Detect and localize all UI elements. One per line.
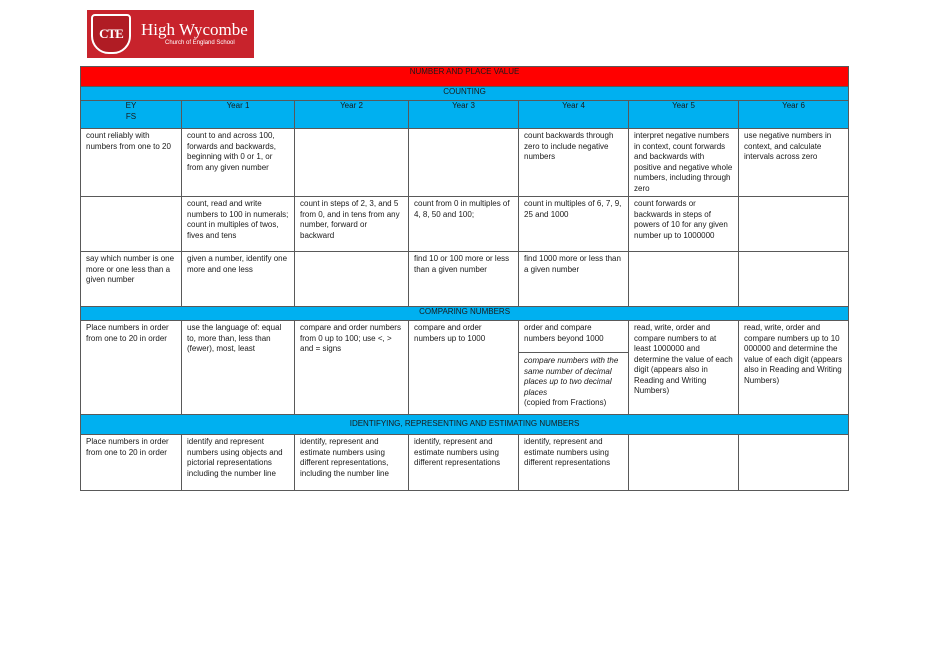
table-row — [81, 321, 849, 415]
cell: count forwards or backwards in steps of powers of 10 for any given number up to 1000000 — [629, 197, 739, 252]
cell: count, read and write numbers to 100 in numerals; count in multiples of twos, fives and tens — [182, 197, 295, 252]
column-header-year-1: Year 1 — [182, 101, 295, 129]
column-header-year-6: Year 6 — [739, 101, 849, 129]
cell: compare and order numbers up to 1000 — [409, 321, 519, 415]
table-row — [81, 197, 849, 252]
school-name: High Wycombe — [141, 20, 248, 39]
column-header-year-4: Year 4 — [519, 101, 629, 129]
cell: read, write, order and compare numbers up to 10 000000 and determine the value of each digit (appears also in Reading and Writing Numbers) — [739, 321, 849, 415]
cell: identify and represent numbers using objects and pictorial representations including the number line — [182, 435, 295, 491]
cell — [409, 129, 519, 197]
cell — [629, 252, 739, 307]
column-header-eyfs: EY FS — [81, 101, 182, 129]
decimal-places-text: compare numbers with the same number of decimal places up to two decimal places — [524, 356, 619, 397]
cell — [739, 252, 849, 307]
logo-text — [141, 21, 248, 47]
cell — [295, 252, 409, 307]
cell: identify, represent and estimate numbers using different representations — [409, 435, 519, 491]
cell: find 1000 more or less than a given number — [519, 252, 629, 307]
cell-year-4-extra — [519, 352, 628, 409]
cell: use the language of: equal to, more than, less than (fewer), most, least — [182, 321, 295, 415]
column-header-year-3: Year 3 — [409, 101, 519, 129]
cell: Place numbers in order from one to 20 in order — [81, 321, 182, 415]
column-header-year-5: Year 5 — [629, 101, 739, 129]
cell: count backwards through zero to include negative numbers — [519, 129, 629, 197]
section-counting-header: COUNTING — [81, 87, 849, 101]
cell-year-4-main: order and compare numbers beyond 1000 — [524, 323, 604, 343]
cell: count in steps of 2, 3, and 5 from 0, and in tens from any number, forward or backward — [295, 197, 409, 252]
cell: count to and across 100, forwards and backwards, beginning with 0 or 1, or from any given number — [182, 129, 295, 197]
cell: use negative numbers in context, and calculate intervals across zero — [739, 129, 849, 197]
table-title: NUMBER AND PLACE VALUE — [81, 67, 849, 87]
copied-note: (copied from Fractions) — [524, 398, 607, 407]
cell-year-4-split — [519, 321, 629, 415]
cell — [81, 197, 182, 252]
school-subtitle: Church of England School — [165, 40, 235, 46]
cell: interpret negative numbers in context, count forwards and backwards with positive and negative whole numbers, including through zero — [629, 129, 739, 197]
cell — [739, 435, 849, 491]
curriculum-table — [80, 66, 849, 491]
section-identifying-header: IDENTIFYING, REPRESENTING AND ESTIMATING NUMBERS — [81, 415, 849, 435]
table-row — [81, 252, 849, 307]
cell — [739, 197, 849, 252]
column-header-year-2: Year 2 — [295, 101, 409, 129]
table-row — [81, 435, 849, 491]
cell: read, write, order and compare numbers to at least 1000000 and determine the value of each digit (appears also in Reading and Writing Numbers) — [629, 321, 739, 415]
school-logo — [87, 10, 254, 58]
school-crest-icon: CTE — [91, 14, 131, 54]
cell — [629, 435, 739, 491]
section-comparing-header: COMPARING NUMBERS — [81, 307, 849, 321]
cell: compare and order numbers from 0 up to 100; use <, > and = signs — [295, 321, 409, 415]
cell: given a number, identify one more and one less — [182, 252, 295, 307]
cell — [295, 129, 409, 197]
cell: identify, represent and estimate numbers using different representations — [519, 435, 629, 491]
cell: count from 0 in multiples of 4, 8, 50 and 100; — [409, 197, 519, 252]
cell: count in multiples of 6, 7, 9, 25 and 1000 — [519, 197, 629, 252]
cell: identify, represent and estimate numbers using different representations, including the number line — [295, 435, 409, 491]
cell: find 10 or 100 more or less than a given number — [409, 252, 519, 307]
table-row — [81, 129, 849, 197]
cell: count reliably with numbers from one to 20 — [81, 129, 182, 197]
cell: Place numbers in order from one to 20 in order — [81, 435, 182, 491]
cell: say which number is one more or one less than a given number — [81, 252, 182, 307]
